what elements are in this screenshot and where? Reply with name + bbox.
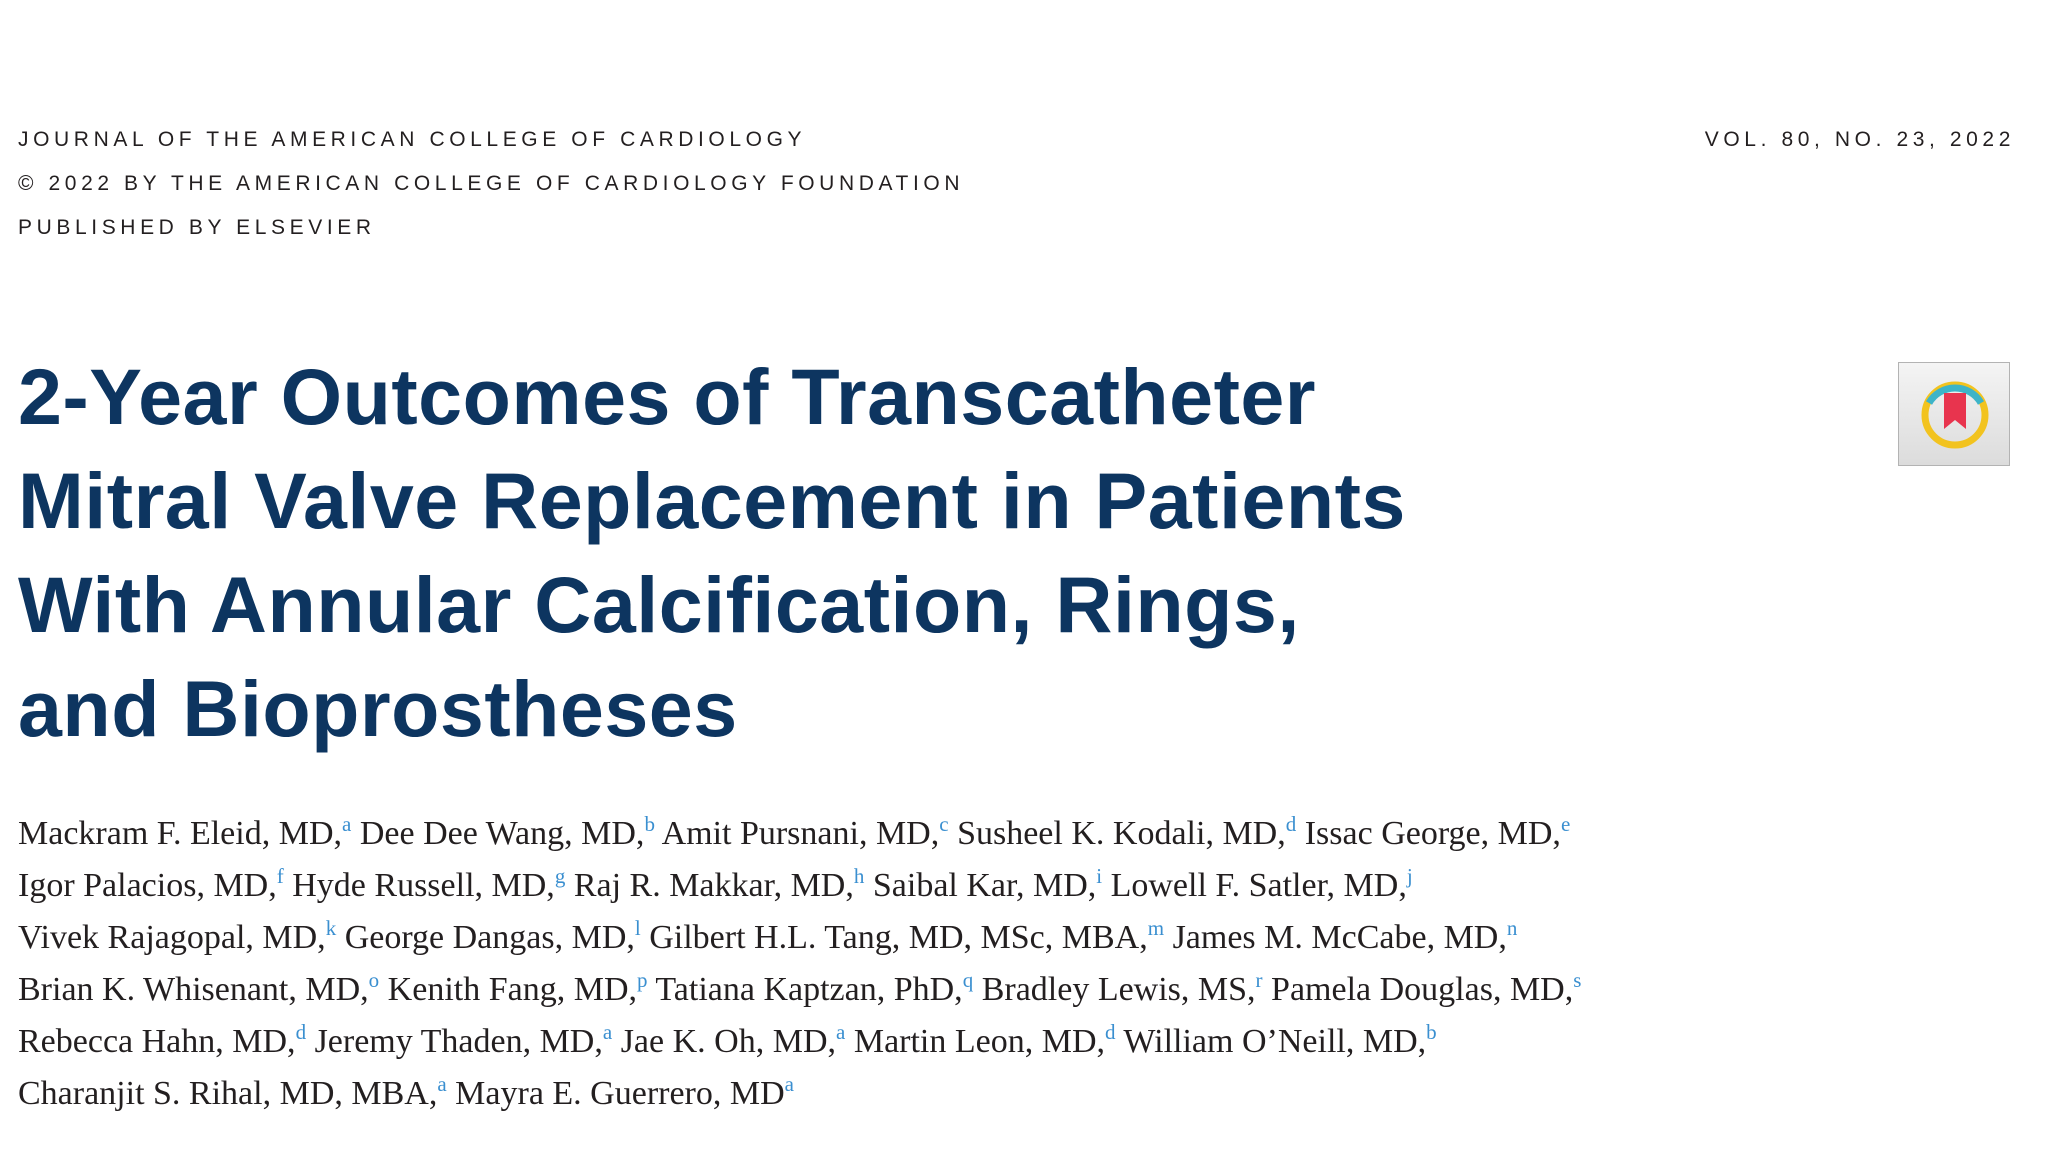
journal-name: JOURNAL OF THE AMERICAN COLLEGE OF CARDIOLOGY bbox=[18, 128, 807, 151]
author-line bbox=[18, 808, 1581, 860]
author-name: Martin Leon, MD, bbox=[853, 1023, 1106, 1060]
author-name: Tatiana Kaptzan, PhD, bbox=[655, 971, 963, 1008]
author-name: Brian K. Whisenant, MD, bbox=[18, 971, 369, 1008]
author-name: Amit Pursnani, MD, bbox=[661, 815, 940, 852]
affiliation-marker[interactable]: k bbox=[325, 916, 337, 940]
title-line: Mitral Valve Replacement in Patients bbox=[18, 456, 1406, 545]
author-name: Lowell F. Satler, MD, bbox=[1110, 867, 1407, 904]
volume-info: VOL. 80, NO. 23, 2022 bbox=[1704, 128, 2015, 151]
author-name: Rebecca Hahn, MD, bbox=[18, 1023, 296, 1060]
affiliation-marker[interactable]: o bbox=[368, 968, 380, 992]
affiliation-marker[interactable]: a bbox=[602, 1020, 613, 1044]
affiliation-marker[interactable]: a bbox=[836, 1020, 846, 1044]
author-name: Charanjit S. Rihal, MD, MBA, bbox=[18, 1075, 438, 1112]
copyright-line: © 2022 BY THE AMERICAN COLLEGE OF CARDIOLOGY FOUNDATION bbox=[18, 172, 965, 195]
affiliation-marker[interactable]: d bbox=[1285, 812, 1297, 836]
author-name: Kenith Fang, MD, bbox=[387, 971, 637, 1008]
affiliation-marker[interactable]: d bbox=[295, 1020, 307, 1044]
affiliation-marker[interactable]: a bbox=[437, 1072, 447, 1096]
author-line bbox=[18, 1016, 1581, 1068]
affiliation-marker[interactable]: f bbox=[276, 864, 284, 888]
affiliation-marker[interactable]: i bbox=[1096, 864, 1103, 888]
author-name: Bradley Lewis, MS, bbox=[981, 971, 1256, 1008]
crossmark-icon bbox=[1899, 363, 2011, 467]
affiliation-marker[interactable]: s bbox=[1573, 968, 1582, 992]
author-name: Hyde Russell, MD, bbox=[292, 867, 555, 904]
author-name: Issac George, MD, bbox=[1304, 815, 1561, 852]
author-name: Mayra E. Guerrero, MD bbox=[455, 1075, 785, 1112]
affiliation-marker[interactable]: p bbox=[637, 968, 648, 992]
author-name: Raj R. Makkar, MD, bbox=[573, 867, 854, 904]
affiliation-marker[interactable]: c bbox=[939, 812, 949, 836]
title-line: 2-Year Outcomes of Transcatheter bbox=[18, 352, 1317, 441]
author-line bbox=[18, 860, 1581, 912]
author-name: James M. McCabe, MD, bbox=[1172, 919, 1507, 956]
author-list bbox=[18, 808, 1581, 1120]
affiliation-marker[interactable]: b bbox=[1426, 1020, 1437, 1044]
affiliation-marker[interactable]: l bbox=[634, 916, 641, 940]
author-name: Dee Dee Wang, MD, bbox=[359, 815, 645, 852]
author-name: Jeremy Thaden, MD, bbox=[314, 1023, 603, 1060]
author-name: Jae K. Oh, MD, bbox=[620, 1023, 837, 1060]
affiliation-marker[interactable]: j bbox=[1406, 864, 1413, 888]
affiliation-marker[interactable]: e bbox=[1560, 812, 1571, 836]
author-line bbox=[18, 1068, 1581, 1120]
author-line bbox=[18, 912, 1581, 964]
affiliation-marker[interactable]: m bbox=[1147, 916, 1165, 940]
author-name: Saibal Kar, MD, bbox=[872, 867, 1097, 904]
author-name: Susheel K. Kodali, MD, bbox=[957, 815, 1286, 852]
title-line: and Bioprostheses bbox=[18, 664, 738, 753]
publisher-line: PUBLISHED BY ELSEVIER bbox=[18, 216, 376, 239]
crossmark-button[interactable] bbox=[1898, 362, 2010, 466]
article-title bbox=[18, 345, 1678, 761]
journal-header bbox=[18, 118, 964, 250]
author-name: Mackram F. Eleid, MD, bbox=[18, 815, 342, 852]
author-name: Gilbert H.L. Tang, MD, MSc, MBA, bbox=[649, 919, 1148, 956]
author-name: Vivek Rajagopal, MD, bbox=[18, 919, 326, 956]
affiliation-marker[interactable]: b bbox=[644, 812, 655, 836]
author-name: William O’Neill, MD, bbox=[1123, 1023, 1427, 1060]
author-name: George Dangas, MD, bbox=[344, 919, 635, 956]
affiliation-marker[interactable]: h bbox=[853, 864, 865, 888]
affiliation-marker[interactable]: g bbox=[554, 864, 566, 888]
affiliation-marker[interactable]: d bbox=[1105, 1020, 1116, 1044]
affiliation-marker[interactable]: q bbox=[962, 968, 974, 992]
affiliation-marker[interactable]: n bbox=[1506, 916, 1518, 940]
author-line bbox=[18, 964, 1581, 1016]
title-line: With Annular Calcification, Rings, bbox=[18, 560, 1300, 649]
affiliation-marker[interactable]: r bbox=[1255, 968, 1263, 992]
author-name: Igor Palacios, MD, bbox=[18, 867, 277, 904]
author-name: Pamela Douglas, MD, bbox=[1271, 971, 1574, 1008]
affiliation-marker[interactable]: a bbox=[784, 1072, 794, 1096]
affiliation-marker[interactable]: a bbox=[342, 812, 352, 836]
